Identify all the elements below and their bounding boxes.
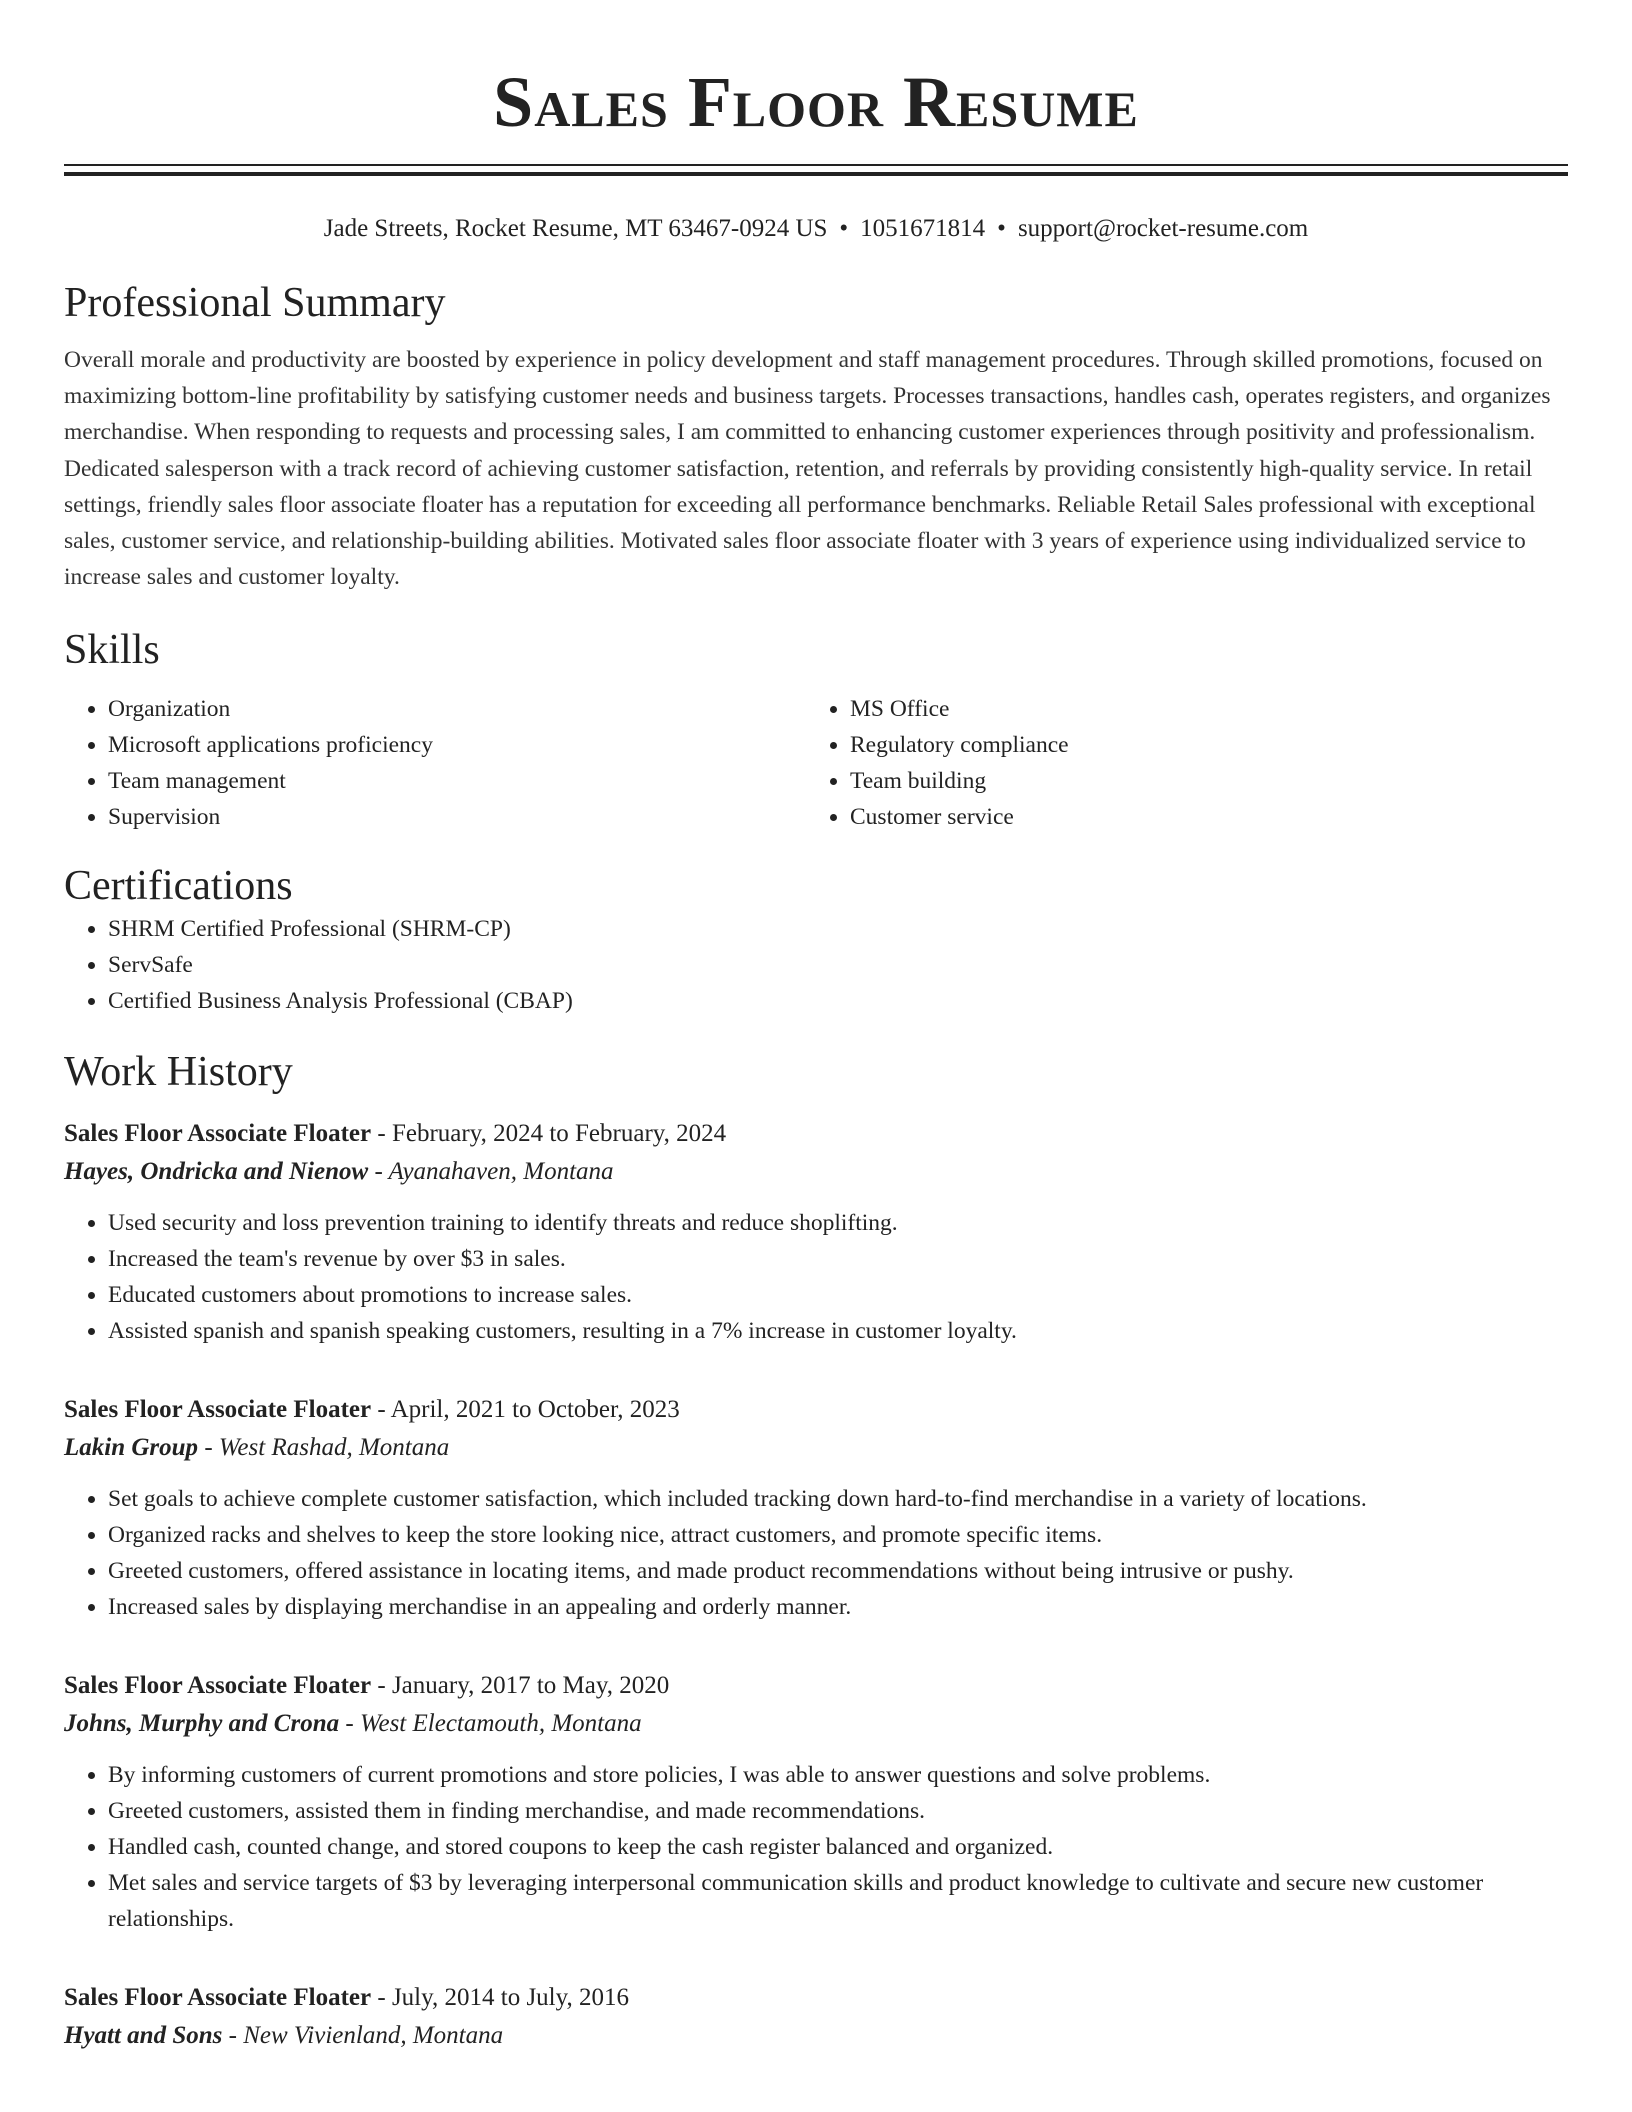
job-bullet: • By informing customers of current promotions and store policies, I was able to answer questions and solve problems. bbox=[108, 1757, 1568, 1793]
job-role: Sales Floor Associate Floater bbox=[64, 1120, 372, 1148]
contact-address: Jade Streets, Rocket Resume, MT 63467-0924 US bbox=[323, 215, 828, 242]
job-role: Sales Floor Associate Floater bbox=[64, 1984, 372, 2012]
work-history-section bbox=[64, 1047, 1568, 2055]
job-dates: - February, 2024 to February, 2024 bbox=[371, 1120, 727, 1148]
job-bullets bbox=[64, 1205, 1568, 1349]
job-employer-line bbox=[64, 1705, 1568, 1743]
job-bullet: • Greeted customers, offered assistance in locating items, and made product recommendations without being intrusive or pushy. bbox=[108, 1553, 1568, 1589]
job-title-line bbox=[64, 1979, 1568, 2017]
contact-separator: • bbox=[839, 215, 849, 242]
certification-item: • SHRM Certified Professional (SHRM-CP) bbox=[108, 911, 1568, 947]
job-entry bbox=[64, 1979, 1568, 2055]
job-location: - New Vivienland, Montana bbox=[222, 2022, 504, 2050]
contact-line bbox=[64, 212, 1568, 246]
job-employer-line bbox=[64, 2017, 1568, 2055]
skill-item: • Supervision bbox=[108, 799, 806, 835]
skill-item: • Microsoft applications proficiency bbox=[108, 727, 806, 763]
skill-item: • Team building bbox=[850, 763, 1548, 799]
certification-item: • ServSafe bbox=[108, 947, 1568, 983]
job-entry bbox=[64, 1391, 1568, 1625]
title-divider-thick bbox=[64, 172, 1568, 176]
contact-email: support@rocket-resume.com bbox=[1017, 215, 1309, 242]
job-entry bbox=[64, 1667, 1568, 1937]
job-location: - Ayanahaven, Montana bbox=[368, 1158, 614, 1186]
title-divider-thin bbox=[64, 164, 1568, 166]
job-dates: - April, 2021 to October, 2023 bbox=[371, 1396, 680, 1424]
summary-text: Overall morale and productivity are boosted by experience in policy development and staff management procedures. Through skilled promotions, focused on maximizing bottom-line profitability by satisfying customer needs and business targets. Processes transactions, handles cash, operates registers, and organizes merchandise. When responding to requests and processing sales, I am committed to enhancing customer experiences through positivity and professionalism. Dedicated salesperson with a track record of achieving customer satisfaction, retention, and referrals by providing consistently high-quality service. In retail settings, friendly sales floor associate floater has a reputation for exceeding all performance benchmarks. Reliable Retail Sales professional with exceptional sales, customer service, and relationship-building abilities. Motivated sales floor associate floater with 3 years of experience using individualized service to increase sales and customer loyalty. bbox=[64, 347, 1551, 591]
skill-item: • Team management bbox=[108, 763, 806, 799]
job-bullets bbox=[64, 1481, 1568, 1625]
job-employer-line bbox=[64, 1429, 1568, 1467]
skill-item: • MS Office bbox=[850, 691, 1548, 727]
summary-heading: Professional Summary bbox=[64, 280, 446, 326]
job-company: Lakin Group bbox=[64, 1434, 199, 1462]
contact-phone: 1051671814 bbox=[860, 215, 986, 242]
skill-item: • Customer service bbox=[850, 799, 1548, 835]
summary-section bbox=[64, 278, 1568, 595]
job-title-line bbox=[64, 1667, 1568, 1705]
job-bullet: • Set goals to achieve complete customer satisfaction, which included tracking down hard-to-find merchandise in a variety of locations. bbox=[108, 1481, 1568, 1517]
skills-column-right bbox=[806, 691, 1548, 835]
contact-separator: • bbox=[997, 215, 1006, 242]
job-employer-line bbox=[64, 1153, 1568, 1191]
certification-item: • Certified Business Analysis Professional (CBAP) bbox=[108, 983, 1568, 1019]
job-entry bbox=[64, 1115, 1568, 1349]
certifications-heading: Certifications bbox=[64, 863, 293, 910]
job-dates: - July, 2014 to July, 2016 bbox=[371, 1984, 629, 2012]
job-company: Johns, Murphy and Crona bbox=[64, 1710, 340, 1738]
skills-column-left bbox=[64, 691, 806, 835]
job-title-line bbox=[64, 1391, 1568, 1429]
job-dates: - January, 2017 to May, 2020 bbox=[371, 1672, 670, 1700]
resume-title: Sales Floor Resume bbox=[493, 62, 1139, 142]
job-title-line bbox=[64, 1115, 1568, 1153]
certifications-list bbox=[64, 911, 1568, 1019]
job-role: Sales Floor Associate Floater bbox=[64, 1396, 372, 1424]
job-bullet: • Organized racks and shelves to keep the store looking nice, attract customers, and promote specific items. bbox=[108, 1517, 1568, 1553]
skills-grid bbox=[64, 691, 1568, 835]
job-location: - West Rashad, Montana bbox=[198, 1434, 450, 1462]
skill-item: • Regulatory compliance bbox=[850, 727, 1548, 763]
skills-heading: Skills bbox=[64, 627, 160, 674]
job-bullet: • Met sales and service targets of $3 by leveraging interpersonal communication skills and product knowledge to cultivate and secure new customer relationships. bbox=[108, 1865, 1568, 1937]
job-bullet: • Assisted spanish and spanish speaking customers, resulting in a 7% increase in customer loyalty. bbox=[108, 1313, 1568, 1349]
job-bullet: • Handled cash, counted change, and stored coupons to keep the cash register balanced and organized. bbox=[108, 1829, 1568, 1865]
job-bullet: • Used security and loss prevention training to identify threats and reduce shoplifting. bbox=[108, 1205, 1568, 1241]
work-history-heading: Work History bbox=[64, 1049, 293, 1096]
skills-section bbox=[64, 625, 1568, 835]
job-bullet: • Increased sales by displaying merchandise in an appealing and orderly manner. bbox=[108, 1589, 1568, 1625]
certifications-section bbox=[64, 861, 1568, 1019]
skill-item: • Organization bbox=[108, 691, 806, 727]
resume-content bbox=[64, 0, 1568, 2055]
job-bullet: • Educated customers about promotions to increase sales. bbox=[108, 1277, 1568, 1313]
job-company: Hayes, Ondricka and Nienow bbox=[64, 1158, 369, 1186]
job-company: Hyatt and Sons bbox=[64, 2022, 223, 2050]
job-location: - West Electamouth, Montana bbox=[339, 1710, 642, 1738]
job-role: Sales Floor Associate Floater bbox=[64, 1672, 372, 1700]
job-bullets bbox=[64, 1757, 1568, 1937]
job-bullet: • Greeted customers, assisted them in finding merchandise, and made recommendations. bbox=[108, 1793, 1568, 1829]
job-bullet: • Increased the team's revenue by over $3 in sales. bbox=[108, 1241, 1568, 1277]
